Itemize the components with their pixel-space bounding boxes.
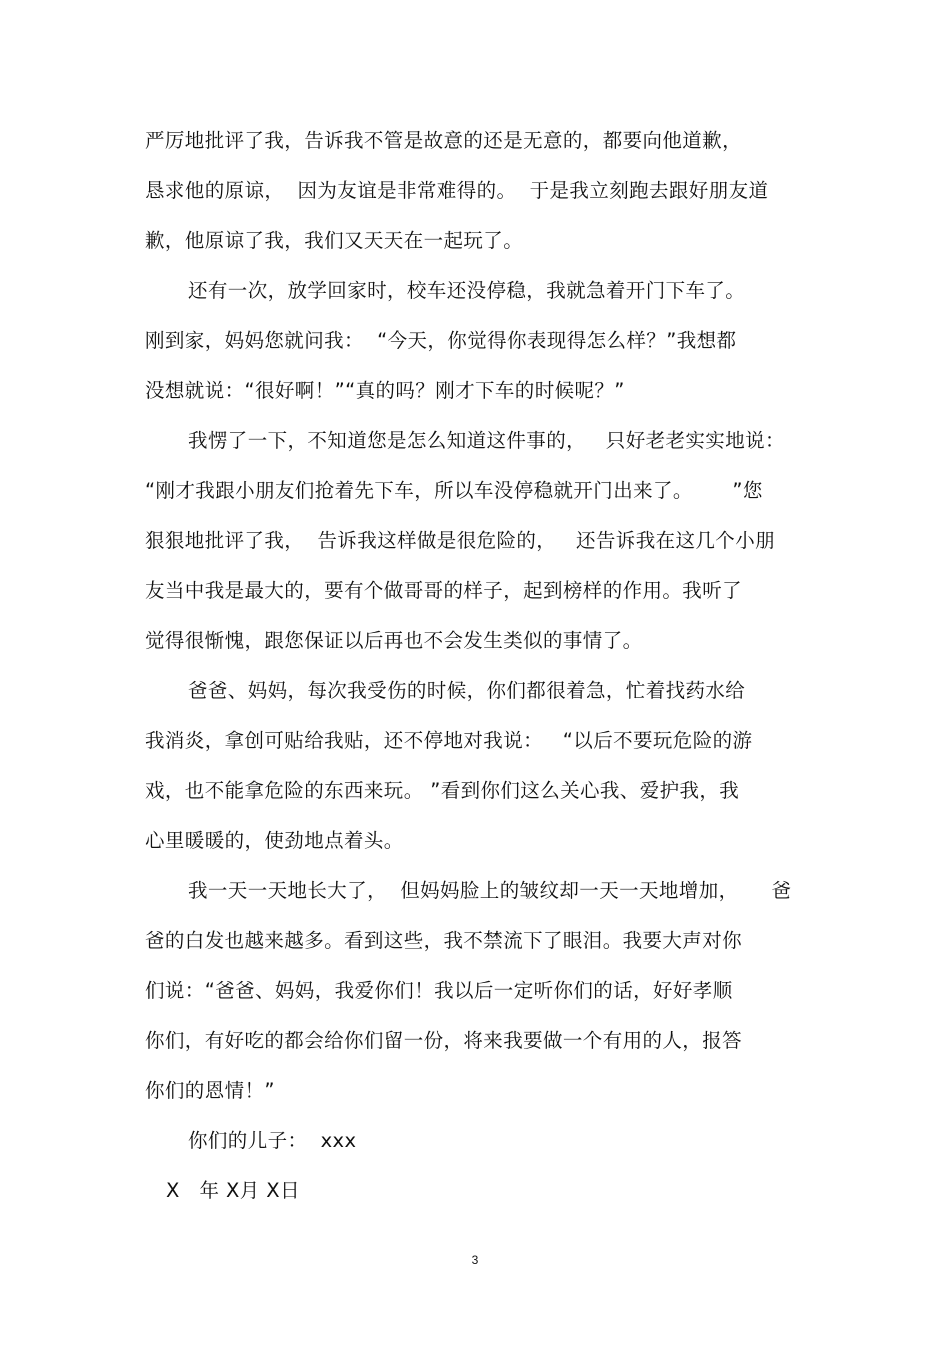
- paragraph-start-line: 还有一次，放学回家时，校车还没停稳，我就急着开门下车了。: [188, 279, 746, 302]
- text-line: 歉，他原谅了我，我们又天天在一起玩了。: [145, 229, 524, 252]
- paragraph-start-line: 爸爸、妈妈，每次我受伤的时候，你们都很着急，忙着找药水给: [188, 679, 746, 702]
- text-line: 刚到家，妈妈您就问我： “今天，你觉得你表现得怎么样？”我想都: [145, 329, 737, 352]
- page-number: 3: [471, 1253, 479, 1267]
- text-line: 没想就说：“很好啊！”“真的吗？刚才下车的时候呢？”: [145, 379, 625, 402]
- text-line: 们说：“爸爸、妈妈，我爱你们！我以后一定听你们的话，好好孝顺: [145, 979, 733, 1002]
- text-line: 严厉地批评了我，告诉我不管是故意的还是无意的，都要向他道歉，: [145, 129, 743, 152]
- date-line: X 年 X月 X日: [166, 1179, 300, 1202]
- paragraph-start-line: 我一天一天地长大了， 但妈妈脸上的皱纹却一天一天地增加， 爸: [188, 879, 792, 902]
- text-line: 友当中我是最大的，要有个做哥哥的样子，起到榜样的作用。我听了: [145, 579, 743, 602]
- text-line: 心里暖暖的，使劲地点着头。: [145, 829, 404, 852]
- text-line: “刚才我跟小朋友们抢着先下车，所以车没停稳就开门出来了。 ”您: [145, 479, 763, 502]
- text-line: 狠狠地批评了我， 告诉我这样做是很危险的， 还告诉我在这几个小朋: [145, 529, 775, 552]
- text-line: 觉得很惭愧，跟您保证以后再也不会发生类似的事情了。: [145, 629, 643, 652]
- text-line: 你们，有好吃的都会给你们留一份，将来我要做一个有用的人，报答: [145, 1029, 743, 1052]
- paragraph-start-line: 我愣了一下，不知道您是怎么知道这件事的， 只好老老实实地说：: [188, 429, 785, 452]
- text-line: 戏，也不能拿危险的东西来玩。 ”看到你们这么关心我、爱护我，我: [145, 779, 740, 802]
- text-line: 恳求他的原谅， 因为友谊是非常难得的。 于是我立刻跑去跟好朋友道: [145, 179, 769, 202]
- text-line: 爸的白发也越来越多。看到这些，我不禁流下了眼泪。我要大声对你: [145, 929, 743, 952]
- signature-line: 你们的儿子： xxx: [188, 1129, 357, 1152]
- text-line: 我消炎，拿创可贴给我贴，还不停地对我说： “以后不要玩危险的游: [145, 729, 753, 752]
- text-line: 你们的恩情！”: [145, 1079, 275, 1102]
